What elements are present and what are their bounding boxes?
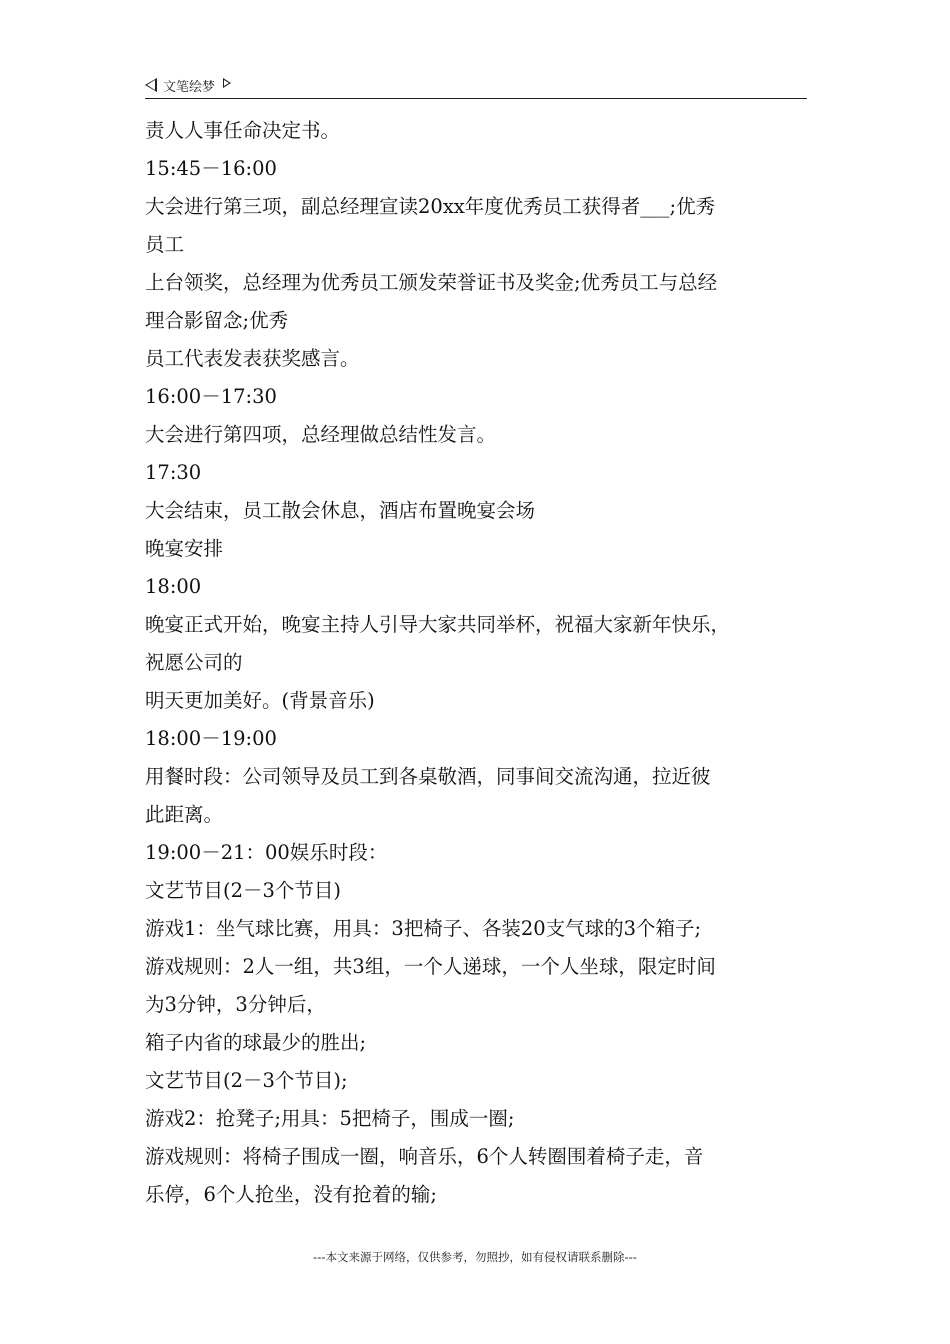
text-line: 晚宴正式开始，晚宴主持人引导大家共同举杯，祝福大家新年快乐， — [145, 613, 731, 636]
text-line: 游戏2：抢凳子;用具：5把椅子，围成一圈; — [145, 1107, 515, 1130]
text-line: 晚宴安排 — [145, 537, 224, 560]
text-line: 大会进行第三项，副总经理宣读20xx年度优秀员工获得者___;优秀 — [145, 195, 716, 218]
header-title: 文笔绘梦 — [163, 79, 216, 95]
text-line: 16:00－17:30 — [145, 385, 277, 408]
triangle-left-icon — [145, 78, 157, 92]
text-line: 文艺节目(2－3个节目); — [145, 1069, 348, 1092]
text-line: 游戏1：坐气球比赛，用具：3把椅子、各装20支气球的3个箱子; — [145, 917, 702, 940]
document-body — [145, 112, 810, 1214]
text-line: 用餐时段：公司领导及员工到各桌敬酒，同事间交流沟通，拉近彼 — [145, 765, 711, 788]
text-line: 为3分钟，3分钟后， — [145, 993, 326, 1016]
text-line: 游戏规则：2人一组，共3组，一个人递球，一个人坐球，限定时间 — [145, 955, 716, 978]
text-line: 17:30 — [145, 461, 202, 484]
text-line: 大会进行第四项，总经理做总结性发言。 — [145, 423, 497, 446]
text-line: 责人人事任命决定书。 — [145, 119, 341, 142]
text-line: 游戏规则：将椅子围成一圈，响音乐，6个人转圈围着椅子走，音 — [145, 1145, 704, 1168]
text-line: 上台领奖，总经理为优秀员工颁发荣誉证书及奖金;优秀员工与总经 — [145, 271, 718, 294]
text-line: 文艺节目(2－3个节目) — [145, 879, 342, 902]
text-line: 大会结束，员工散会休息，酒店布置晚宴会场 — [145, 499, 536, 522]
text-line: 明天更加美好。(背景音乐) — [145, 689, 375, 712]
text-line: 19:00－21：00娱乐时段： — [145, 841, 388, 864]
footer-disclaimer: ---本文来源于网络，仅供参考，勿照抄，如有侵权请联系删除--- — [313, 1250, 637, 1264]
text-line: 员工 — [145, 233, 185, 256]
text-line: 理合影留念;优秀 — [145, 309, 289, 332]
page-header — [145, 72, 807, 99]
text-line: 箱子内省的球最少的胜出; — [145, 1031, 367, 1054]
text-line: 15:45－16:00 — [145, 157, 277, 180]
text-line: 18:00－19:00 — [145, 727, 277, 750]
text-line: 乐停，6个人抢坐，没有抢着的输; — [145, 1183, 437, 1206]
text-line: 18:00 — [145, 575, 202, 598]
text-line: 祝愿公司的 — [145, 651, 243, 674]
text-line: 员工代表发表获奖感言。 — [145, 347, 360, 370]
text-line: 此距离。 — [145, 803, 224, 826]
triangle-right-icon — [223, 78, 231, 88]
